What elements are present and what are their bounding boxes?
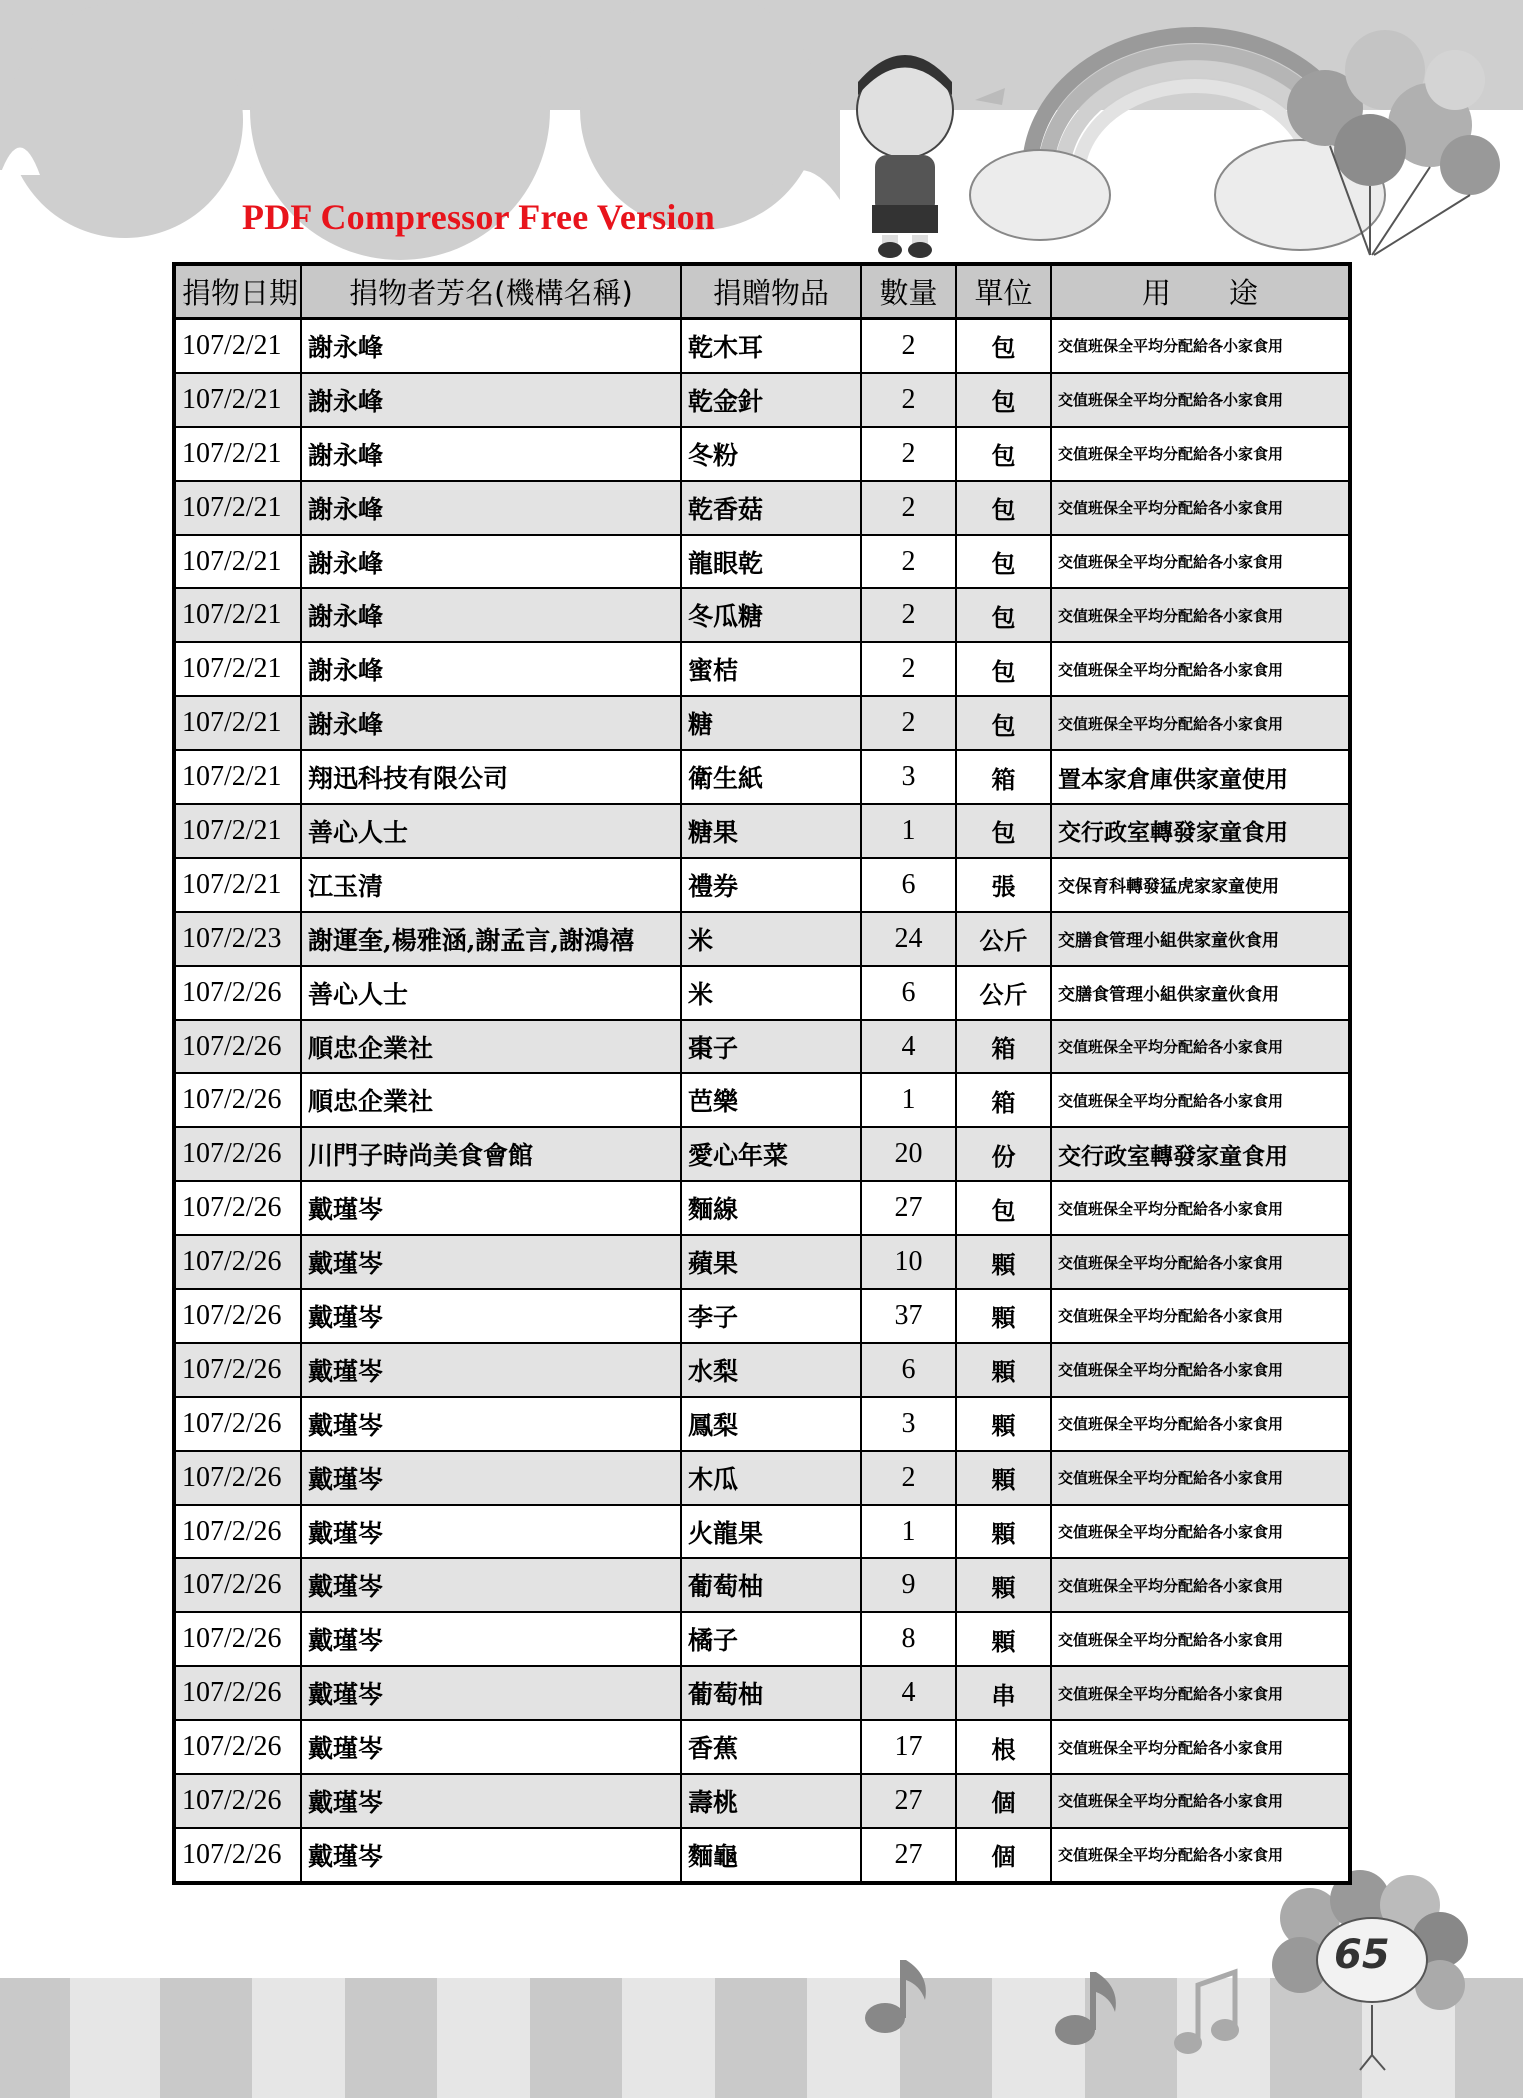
- cell-use: 交值班保全平均分配給各小家食用: [1051, 1828, 1350, 1883]
- cell-use: 交值班保全平均分配給各小家食用: [1051, 1558, 1350, 1612]
- cell-item: 火龍果: [681, 1505, 861, 1559]
- cell-unit: 包: [956, 642, 1051, 696]
- cell-use: 交膳食管理小組供家童伙食用: [1051, 966, 1350, 1020]
- cell-item: 麵龜: [681, 1828, 861, 1883]
- cell-date: 107/2/21: [174, 481, 301, 535]
- cell-donor: 戴瑾岑: [301, 1720, 681, 1774]
- cell-qty: 37: [861, 1289, 956, 1343]
- cell-date: 107/2/21: [174, 696, 301, 750]
- cell-unit: 包: [956, 1181, 1051, 1235]
- cell-date: 107/2/23: [174, 912, 301, 966]
- cell-qty: 2: [861, 696, 956, 750]
- cell-date: 107/2/26: [174, 1720, 301, 1774]
- cell-use: 交值班保全平均分配給各小家食用: [1051, 1612, 1350, 1666]
- cell-donor: 善心人士: [301, 804, 681, 858]
- cell-date: 107/2/26: [174, 1127, 301, 1181]
- header-use: 用 途: [1051, 264, 1350, 319]
- cell-donor: 謝永峰: [301, 319, 681, 373]
- cell-qty: 10: [861, 1235, 956, 1289]
- cell-unit: 包: [956, 373, 1051, 427]
- cell-unit: 個: [956, 1774, 1051, 1828]
- cell-use: 交值班保全平均分配給各小家食用: [1051, 1343, 1350, 1397]
- cell-donor: 謝永峰: [301, 588, 681, 642]
- cell-use: 交行政室轉發家童食用: [1051, 804, 1350, 858]
- cell-unit: 包: [956, 481, 1051, 535]
- cell-unit: 包: [956, 319, 1051, 373]
- table-row: [174, 319, 1350, 373]
- cell-unit: 包: [956, 696, 1051, 750]
- page-number: 65: [1334, 1932, 1390, 1978]
- cell-qty: 3: [861, 1397, 956, 1451]
- cell-donor: 戴瑾岑: [301, 1451, 681, 1505]
- cell-donor: 謝永峰: [301, 373, 681, 427]
- cell-use: 交值班保全平均分配給各小家食用: [1051, 1235, 1350, 1289]
- cell-date: 107/2/21: [174, 373, 301, 427]
- cell-donor: 戴瑾岑: [301, 1828, 681, 1883]
- cell-use: 交值班保全平均分配給各小家食用: [1051, 1505, 1350, 1559]
- cell-use: 交值班保全平均分配給各小家食用: [1051, 427, 1350, 481]
- cell-use: 交值班保全平均分配給各小家食用: [1051, 1774, 1350, 1828]
- cell-unit: 份: [956, 1127, 1051, 1181]
- cell-date: 107/2/26: [174, 1828, 301, 1883]
- cell-donor: 謝永峰: [301, 427, 681, 481]
- cell-use: 交值班保全平均分配給各小家食用: [1051, 481, 1350, 535]
- cell-donor: 戴瑾岑: [301, 1612, 681, 1666]
- table-row: [174, 1666, 1350, 1720]
- cell-qty: 2: [861, 319, 956, 373]
- cell-date: 107/2/26: [174, 1343, 301, 1397]
- cell-use: 交值班保全平均分配給各小家食用: [1051, 696, 1350, 750]
- bottom-stripe-band: [0, 1978, 1523, 2098]
- cell-unit: 個: [956, 1828, 1051, 1883]
- cell-donor: 川門子時尚美食會館: [301, 1127, 681, 1181]
- table-row: [174, 1505, 1350, 1559]
- cell-use: 交值班保全平均分配給各小家食用: [1051, 1073, 1350, 1127]
- cell-donor: 翔迅科技有限公司: [301, 750, 681, 804]
- cell-donor: 謝永峰: [301, 481, 681, 535]
- table-row: [174, 1612, 1350, 1666]
- cell-donor: 善心人士: [301, 966, 681, 1020]
- cell-item: 冬瓜糖: [681, 588, 861, 642]
- cell-unit: 公斤: [956, 966, 1051, 1020]
- cell-qty: 4: [861, 1020, 956, 1074]
- table-row: [174, 1397, 1350, 1451]
- cell-donor: 江玉清: [301, 858, 681, 912]
- cell-unit: 顆: [956, 1505, 1051, 1559]
- cell-item: 橘子: [681, 1612, 861, 1666]
- header-qty: 數量: [861, 264, 956, 319]
- table-row: [174, 1828, 1350, 1883]
- cell-donor: 戴瑾岑: [301, 1666, 681, 1720]
- cell-date: 107/2/21: [174, 858, 301, 912]
- cell-qty: 1: [861, 804, 956, 858]
- cell-use: 交值班保全平均分配給各小家食用: [1051, 1397, 1350, 1451]
- cell-item: 葡萄柚: [681, 1558, 861, 1612]
- table-row: [174, 1181, 1350, 1235]
- cell-qty: 6: [861, 858, 956, 912]
- cell-item: 蘋果: [681, 1235, 861, 1289]
- cell-date: 107/2/21: [174, 750, 301, 804]
- cell-unit: 顆: [956, 1612, 1051, 1666]
- table-row: [174, 1289, 1350, 1343]
- watermark-text: PDF Compressor Free Version: [242, 197, 716, 237]
- cell-date: 107/2/26: [174, 1505, 301, 1559]
- cell-qty: 8: [861, 1612, 956, 1666]
- cell-qty: 17: [861, 1720, 956, 1774]
- cell-date: 107/2/21: [174, 588, 301, 642]
- table-row: [174, 696, 1350, 750]
- cell-qty: 2: [861, 642, 956, 696]
- cell-use: 交值班保全平均分配給各小家食用: [1051, 319, 1350, 373]
- cell-item: 禮券: [681, 858, 861, 912]
- table-header-row: [174, 264, 1350, 319]
- cell-item: 麵線: [681, 1181, 861, 1235]
- cell-item: 芭樂: [681, 1073, 861, 1127]
- table-row: [174, 427, 1350, 481]
- cell-donor: 戴瑾岑: [301, 1397, 681, 1451]
- table-row: [174, 1558, 1350, 1612]
- cell-date: 107/2/26: [174, 1558, 301, 1612]
- cell-item: 糖: [681, 696, 861, 750]
- cell-unit: 顆: [956, 1289, 1051, 1343]
- table-row: [174, 588, 1350, 642]
- cell-unit: 箱: [956, 1020, 1051, 1074]
- cell-qty: 1: [861, 1073, 956, 1127]
- cell-item: 乾木耳: [681, 319, 861, 373]
- cell-unit: 箱: [956, 750, 1051, 804]
- cell-qty: 27: [861, 1774, 956, 1828]
- header-item: 捐贈物品: [681, 264, 861, 319]
- cell-item: 蜜桔: [681, 642, 861, 696]
- cell-item: 水梨: [681, 1343, 861, 1397]
- cell-qty: 3: [861, 750, 956, 804]
- cell-item: 糖果: [681, 804, 861, 858]
- table-row: [174, 373, 1350, 427]
- cell-qty: 4: [861, 1666, 956, 1720]
- cell-unit: 包: [956, 427, 1051, 481]
- cell-use: 交值班保全平均分配給各小家食用: [1051, 1720, 1350, 1774]
- cell-unit: 張: [956, 858, 1051, 912]
- table-row: [174, 1343, 1350, 1397]
- cell-qty: 1: [861, 1505, 956, 1559]
- cell-qty: 6: [861, 1343, 956, 1397]
- cell-unit: 箱: [956, 1073, 1051, 1127]
- table-row: [174, 966, 1350, 1020]
- cell-item: 木瓜: [681, 1451, 861, 1505]
- cell-date: 107/2/21: [174, 804, 301, 858]
- table-row: [174, 535, 1350, 589]
- header-unit: 單位: [956, 264, 1051, 319]
- cell-donor: 謝永峰: [301, 535, 681, 589]
- cell-date: 107/2/26: [174, 1397, 301, 1451]
- cell-donor: 謝運奎,楊雅涵,謝孟言,謝鴻禧: [301, 912, 681, 966]
- table-row: [174, 1451, 1350, 1505]
- table-row: [174, 804, 1350, 858]
- cell-unit: 顆: [956, 1343, 1051, 1397]
- cell-donor: 戴瑾岑: [301, 1343, 681, 1397]
- cell-qty: 27: [861, 1828, 956, 1883]
- cell-use: 交值班保全平均分配給各小家食用: [1051, 1451, 1350, 1505]
- cell-item: 愛心年菜: [681, 1127, 861, 1181]
- cell-use: 交膳食管理小組供家童伙食用: [1051, 912, 1350, 966]
- cell-use: 交值班保全平均分配給各小家食用: [1051, 535, 1350, 589]
- table-row: [174, 642, 1350, 696]
- table-row: [174, 1127, 1350, 1181]
- cell-unit: 顆: [956, 1558, 1051, 1612]
- cell-date: 107/2/26: [174, 1020, 301, 1074]
- cell-unit: 串: [956, 1666, 1051, 1720]
- cell-qty: 2: [861, 373, 956, 427]
- cell-unit: 根: [956, 1720, 1051, 1774]
- cell-use: 交行政室轉發家童食用: [1051, 1127, 1350, 1181]
- donation-table: [172, 262, 1352, 1885]
- cell-qty: 24: [861, 912, 956, 966]
- cell-item: 冬粉: [681, 427, 861, 481]
- cell-use: 交值班保全平均分配給各小家食用: [1051, 642, 1350, 696]
- cell-qty: 9: [861, 1558, 956, 1612]
- cell-item: 李子: [681, 1289, 861, 1343]
- cell-unit: 包: [956, 588, 1051, 642]
- cell-item: 鳳梨: [681, 1397, 861, 1451]
- cell-item: 壽桃: [681, 1774, 861, 1828]
- cell-donor: 戴瑾岑: [301, 1505, 681, 1559]
- cell-date: 107/2/26: [174, 966, 301, 1020]
- cell-donor: 戴瑾岑: [301, 1558, 681, 1612]
- cell-use: 交值班保全平均分配給各小家食用: [1051, 1181, 1350, 1235]
- cell-unit: 顆: [956, 1397, 1051, 1451]
- cell-date: 107/2/26: [174, 1451, 301, 1505]
- cell-donor: 戴瑾岑: [301, 1774, 681, 1828]
- cell-date: 107/2/26: [174, 1181, 301, 1235]
- table-row: [174, 912, 1350, 966]
- cell-qty: 27: [861, 1181, 956, 1235]
- cell-donor: 戴瑾岑: [301, 1181, 681, 1235]
- cell-date: 107/2/26: [174, 1666, 301, 1720]
- header-date: 捐物日期: [174, 264, 301, 319]
- cell-item: 龍眼乾: [681, 535, 861, 589]
- cell-donor: 順忠企業社: [301, 1020, 681, 1074]
- cell-date: 107/2/26: [174, 1612, 301, 1666]
- cell-date: 107/2/21: [174, 427, 301, 481]
- cell-qty: 2: [861, 1451, 956, 1505]
- table-row: [174, 1720, 1350, 1774]
- table-row: [174, 1235, 1350, 1289]
- cell-qty: 2: [861, 481, 956, 535]
- cell-date: 107/2/26: [174, 1289, 301, 1343]
- cell-use: 交值班保全平均分配給各小家食用: [1051, 588, 1350, 642]
- cell-use: 置本家倉庫供家童使用: [1051, 750, 1350, 804]
- cell-qty: 2: [861, 427, 956, 481]
- cell-item: 米: [681, 912, 861, 966]
- cell-date: 107/2/21: [174, 642, 301, 696]
- cell-donor: 戴瑾岑: [301, 1235, 681, 1289]
- table-row: [174, 481, 1350, 535]
- table-row: [174, 858, 1350, 912]
- cell-unit: 顆: [956, 1451, 1051, 1505]
- cell-unit: 公斤: [956, 912, 1051, 966]
- cell-qty: 2: [861, 588, 956, 642]
- cell-unit: 包: [956, 535, 1051, 589]
- cell-item: 乾香菇: [681, 481, 861, 535]
- cell-qty: 2: [861, 535, 956, 589]
- cell-donor: 戴瑾岑: [301, 1289, 681, 1343]
- cell-use: 交值班保全平均分配給各小家食用: [1051, 1289, 1350, 1343]
- table-body: [174, 319, 1350, 1883]
- cell-qty: 6: [861, 966, 956, 1020]
- header-donor: 捐物者芳名(機構名稱): [301, 264, 681, 319]
- cell-date: 107/2/26: [174, 1073, 301, 1127]
- cell-item: 米: [681, 966, 861, 1020]
- cell-use: 交值班保全平均分配給各小家食用: [1051, 1666, 1350, 1720]
- cell-item: 香蕉: [681, 1720, 861, 1774]
- cell-unit: 顆: [956, 1235, 1051, 1289]
- cell-date: 107/2/21: [174, 319, 301, 373]
- table-row: [174, 1020, 1350, 1074]
- cell-use: 交值班保全平均分配給各小家食用: [1051, 373, 1350, 427]
- cell-donor: 順忠企業社: [301, 1073, 681, 1127]
- table-row: [174, 1073, 1350, 1127]
- cell-qty: 20: [861, 1127, 956, 1181]
- cell-item: 乾金針: [681, 373, 861, 427]
- cell-use: 交值班保全平均分配給各小家食用: [1051, 1020, 1350, 1074]
- cell-unit: 包: [956, 804, 1051, 858]
- cell-use: 交保育科轉發猛虎家家童使用: [1051, 858, 1350, 912]
- cell-date: 107/2/21: [174, 535, 301, 589]
- cell-donor: 謝永峰: [301, 696, 681, 750]
- cell-item: 衛生紙: [681, 750, 861, 804]
- cell-item: 棗子: [681, 1020, 861, 1074]
- cell-item: 葡萄柚: [681, 1666, 861, 1720]
- table-row: [174, 750, 1350, 804]
- table-row: [174, 1774, 1350, 1828]
- cell-date: 107/2/26: [174, 1774, 301, 1828]
- cell-donor: 謝永峰: [301, 642, 681, 696]
- cell-date: 107/2/26: [174, 1235, 301, 1289]
